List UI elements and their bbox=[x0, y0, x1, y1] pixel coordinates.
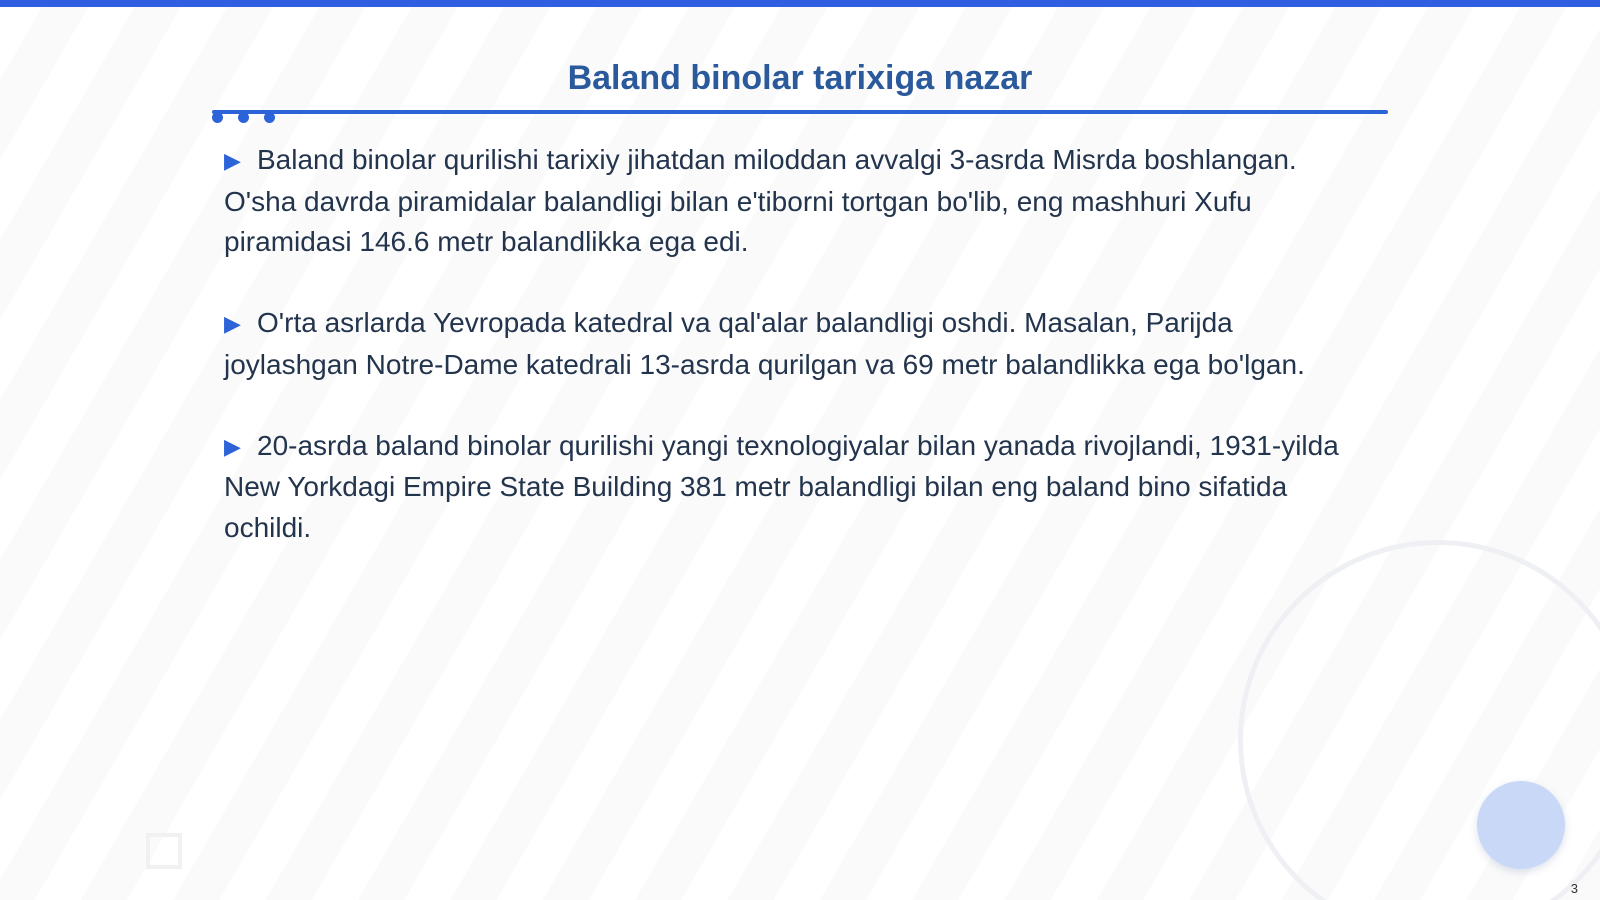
decorative-square bbox=[146, 833, 182, 869]
bullet-paragraph-2 bbox=[224, 303, 1364, 385]
paragraph-text-1: Baland binolar qurilishi tarixiy jihatdan miloddan avvalgi 3-asrda Misrda boshlangan. O'sha davrda piramidalar balandligi bilan e'tiborni tortgan bo'lib, eng mashhuri Xufu piramidasi 146.6 metr balandlikka ega edi. bbox=[224, 144, 1297, 257]
title-underline bbox=[212, 110, 1388, 114]
slide-title: Baland binolar tarixiga nazar bbox=[567, 59, 1033, 97]
decorative-dot-3 bbox=[264, 112, 275, 123]
page-number: 3 bbox=[1570, 881, 1578, 896]
decorative-dot-2 bbox=[238, 112, 249, 123]
triangle-right-icon: ▶ bbox=[224, 311, 241, 336]
triangle-right-icon: ▶ bbox=[224, 148, 241, 173]
top-accent-bar bbox=[0, 0, 1600, 7]
slide-body bbox=[224, 140, 1364, 589]
decorative-disc bbox=[1477, 781, 1565, 869]
paragraph-text-3: 20-asrda baland binolar qurilishi yangi texnologiyalar bilan yanada rivojlandi, 1931-yilda New Yorkdagi Empire State Building 381 metr balandligi bilan eng baland bino sifatida ochildi. bbox=[224, 429, 1339, 543]
decorative-dot-1 bbox=[212, 112, 223, 123]
bullet-paragraph-1 bbox=[224, 140, 1364, 263]
paragraph-text-2: O'rta asrlarda Yevropada katedral va qal'alar balandligi oshdi. Masalan, Parijda joylashgan Notre-Dame katedrali 13-asrda qurilgan va 69 metr balandlikka ega bo'lgan. bbox=[224, 307, 1305, 380]
triangle-right-icon: ▶ bbox=[224, 433, 241, 459]
bullet-paragraph-3 bbox=[224, 426, 1364, 549]
